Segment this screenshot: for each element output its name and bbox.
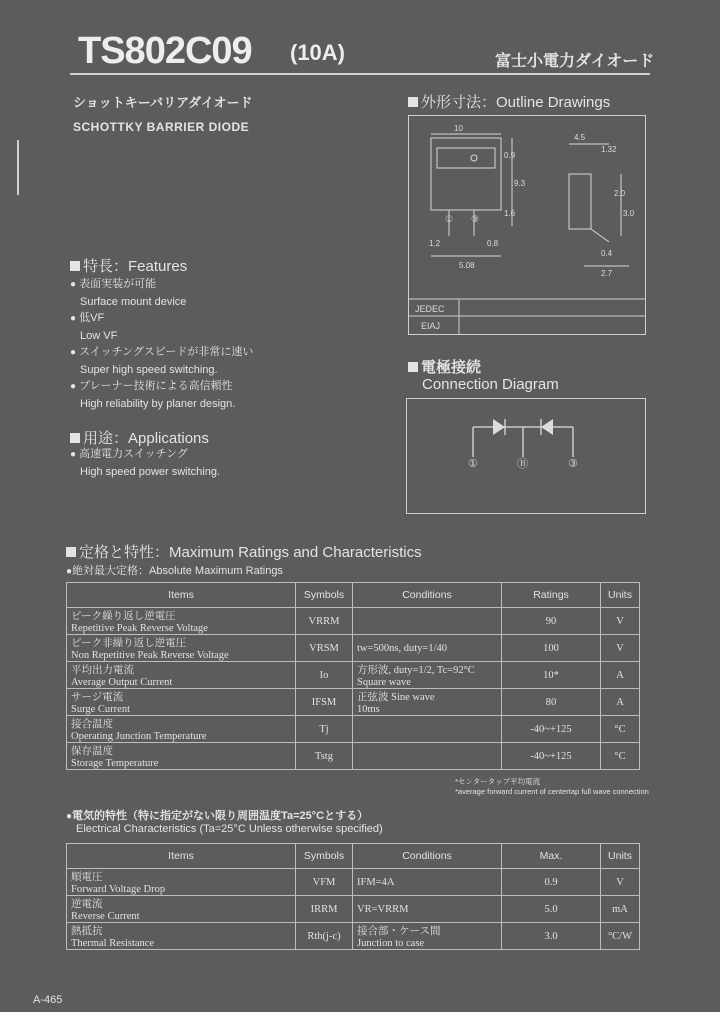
current-rating: (10A): [290, 40, 346, 65]
dim-label: 9.3: [514, 179, 526, 188]
manufacturer-jp: 富士小電力ダイオード: [495, 53, 655, 70]
section-square-icon: [66, 547, 76, 557]
side-lead: [591, 229, 609, 242]
part-number-title: TS802C09: [78, 30, 252, 72]
jedec-label: JEDEC: [415, 304, 445, 314]
ratings-heading: 定格と特性：Maximum Ratings and Characteristics: [66, 541, 422, 562]
feature-item-en: Super high speed switching.: [80, 363, 218, 376]
footnote-jp: *センタータップ平均電流: [455, 777, 541, 786]
outline-title-en: Outline Drawings: [496, 94, 611, 111]
table-row: 保存温度 Storage Temperature Tstg -40~+125 °C: [67, 743, 640, 770]
dim-label: 0.4: [601, 249, 613, 258]
application-item: ● 高速電力スイッチング: [70, 448, 188, 460]
features-list: [70, 276, 253, 412]
section-square-icon: [70, 433, 80, 443]
dim-label: 1.32: [601, 145, 617, 154]
dim-label: 2.0: [614, 189, 626, 198]
dim-label: 0.9: [504, 151, 516, 160]
ratings-table: [66, 582, 640, 770]
pin-1-label: ①: [468, 458, 478, 470]
table-header-row: Items Symbols Conditions Ratings Units: [67, 583, 640, 608]
section-square-icon: [408, 97, 418, 107]
pin-b-label: Ⓑ: [517, 458, 528, 470]
application-item-en: High speed power switching.: [80, 465, 221, 478]
outline-drawing: [409, 116, 645, 334]
eiaj-label: EIAJ: [421, 321, 441, 331]
table-header-row: Items Symbols Conditions Max. Units: [67, 844, 640, 869]
table-row: 逆電流 Reverse Current IRRM VR=VRRM 5.0 mA: [67, 896, 640, 923]
pin-label: ③: [471, 214, 480, 224]
diode1-arrow: [493, 419, 505, 435]
applications-title-jp: 用途：: [83, 430, 129, 447]
package-body: [431, 138, 501, 210]
dim-label: 1.2: [429, 239, 441, 248]
electrical-heading-en: Electrical Characteristics (Ta=25°C Unless otherwise specified): [76, 823, 383, 835]
features-title-en: Features: [128, 258, 188, 275]
page-number: A-465: [33, 994, 63, 1006]
table-row: 接合温度 Operating Junction Temperature Tj -40~+125 °C: [67, 716, 640, 743]
pin-label: ①: [445, 214, 454, 224]
applications-title-en: Applications: [128, 430, 209, 447]
connection-heading-en: Connection Diagram: [422, 376, 559, 393]
table-row: 順電圧 Forward Voltage Drop VFM IFM=4A 0.9 V: [67, 869, 640, 896]
feature-item-en: Low VF: [80, 329, 118, 342]
feature-item: ● 低VF: [70, 312, 105, 324]
connection-heading-jp: 電極接続: [408, 356, 481, 377]
footnote-en: *average forward current of centertap full wave connection: [455, 787, 649, 796]
diode2-arrow: [541, 419, 553, 435]
abs-max-heading: ●絶対最大定格：Absolute Maximum Ratings: [66, 565, 283, 577]
header-rule: [70, 73, 650, 75]
dim-label: 4.5: [574, 133, 586, 142]
table-row: ピーク非繰り返し逆電圧 Non Repetitive Peak Reverse Voltage VRSM tw=500ns, duty=1/40 100 V: [67, 635, 640, 662]
features-title-jp: 特長：: [83, 258, 129, 275]
feature-item: ● スイッチングスピードが非常に速い: [70, 346, 254, 358]
outline-title-jp: 外形寸法：: [421, 94, 497, 111]
electrical-table: [66, 843, 640, 950]
section-square-icon: [70, 261, 80, 271]
type-en: SCHOTTKY BARRIER DIODE: [73, 120, 250, 134]
mounting-hole: [471, 155, 477, 161]
feature-item: ● プレーナー技術による高信頼性: [70, 380, 233, 392]
applications-heading: [70, 427, 209, 448]
package-tab: [437, 148, 495, 168]
connection-diagram-box: [406, 398, 646, 514]
section-square-icon: [408, 362, 418, 372]
side-body: [569, 174, 591, 229]
dim-label: 2.7: [601, 269, 613, 278]
connection-diagram: [407, 399, 645, 513]
pin-3-label: ③: [568, 458, 578, 470]
feature-item-en: High reliability by planer design.: [80, 397, 236, 410]
outline-heading: [408, 91, 610, 112]
dim-label: 1.6: [504, 209, 516, 218]
table-row: 平均出力電流 Average Output Current Io 方形波, duty=1/2, Tc=92°C Square wave 10* A: [67, 662, 640, 689]
dim-label: 10: [454, 124, 463, 133]
feature-item: ● 表面実装が可能: [70, 278, 157, 290]
dim-label: 0.8: [487, 239, 499, 248]
margin-mark: [17, 140, 19, 195]
features-heading: [70, 255, 187, 276]
outline-drawing-box: [408, 115, 646, 335]
table-row: サージ電流 Surge Current IFSM 正弦波 Sine wave 10ms 80 A: [67, 689, 640, 716]
dim-label: 5.08: [459, 261, 475, 270]
table-row: 熱抵抗 Thermal Resistance Rth(j-c) 接合部・ケース間 Junction to case 3.0 °C/W: [67, 923, 640, 950]
electrical-heading-jp: ●電気的特性（特に指定がない限り周囲温度Ta=25°Cとする）: [66, 810, 369, 822]
type-jp: ショットキーバリアダイオード: [73, 95, 253, 110]
applications-list: [70, 446, 220, 480]
feature-item-en: Surface mount device: [80, 295, 187, 308]
dim-label: 3.0: [623, 209, 635, 218]
table-row: ピーク繰り返し逆電圧 Repetitive Peak Reverse Voltage VRRM 90 V: [67, 608, 640, 635]
